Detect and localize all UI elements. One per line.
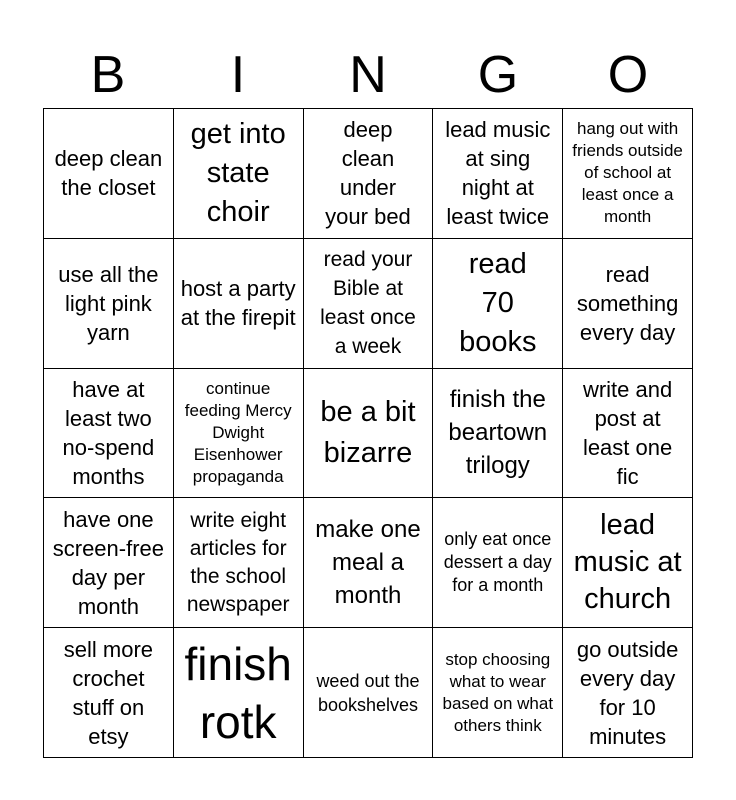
bingo-cell[interactable] (304, 498, 434, 628)
bingo-cell[interactable] (563, 369, 693, 499)
bingo-cell[interactable] (563, 628, 693, 758)
cell-text: write eight articles for the school newspaper (186, 508, 290, 616)
cell-text: finish the beartown trilogy (448, 386, 548, 480)
cell-text: finish rotk (184, 637, 292, 748)
bingo-cell[interactable] (44, 369, 174, 499)
header-letter-b: B (90, 46, 126, 104)
cell-text: stop choosing what to wear based on what others think (442, 649, 554, 735)
bingo-cell[interactable] (304, 239, 434, 369)
bingo-cell[interactable] (174, 369, 304, 499)
cell-text: deep clean the closet (54, 146, 163, 201)
cell-text: continue feeding Mercy Dwight Eisenhower propaganda (184, 378, 292, 486)
bingo-cell[interactable] (174, 628, 304, 758)
bingo-cell[interactable] (174, 498, 304, 628)
cell-text: deep clean under your bed (325, 117, 411, 230)
cell-text: lead music at church (573, 509, 682, 616)
bingo-cell[interactable] (563, 239, 693, 369)
cell-text: be a bit bizarre (320, 395, 416, 469)
cell-text: lead music at sing night at least twice (445, 117, 551, 230)
bingo-cell[interactable] (433, 498, 563, 628)
bingo-cell[interactable] (174, 109, 304, 239)
cell-text: read 70 books (459, 247, 537, 358)
bingo-cell[interactable] (563, 498, 693, 628)
bingo-cell[interactable] (44, 239, 174, 369)
cell-text: use all the light pink yarn (58, 261, 159, 345)
cell-text: read something every day (576, 261, 679, 345)
bingo-cell[interactable] (44, 498, 174, 628)
bingo-cell[interactable] (44, 109, 174, 239)
header-letter-g: G (477, 46, 519, 104)
bingo-cell[interactable] (304, 628, 434, 758)
cell-text: have at least two no-spend months (62, 376, 155, 489)
cell-text: have one screen-free day per month (52, 506, 165, 619)
bingo-cell[interactable] (433, 369, 563, 499)
cell-text: make one meal a month (315, 516, 421, 610)
cell-text: weed out the bookshelves (316, 670, 420, 715)
bingo-cell[interactable] (433, 239, 563, 369)
cell-text: hang out with friends outside of school at least once a month (572, 119, 683, 227)
cell-text: write and post at least one fic (582, 376, 673, 489)
cell-text: get into state choir (190, 117, 286, 228)
cell-text: host a party at the firepit (180, 276, 296, 331)
header-letter-o: O (607, 46, 649, 104)
bingo-cell[interactable] (304, 369, 434, 499)
cell-text: read your Bible at least once a week (320, 248, 416, 359)
cell-text: sell more crochet stuff on etsy (63, 636, 154, 749)
cell-text: only eat once dessert a day for a month (443, 529, 552, 596)
header-letter-n: N (349, 46, 387, 104)
bingo-cell[interactable] (174, 239, 304, 369)
bingo-cell[interactable] (433, 628, 563, 758)
bingo-grid (43, 108, 693, 758)
bingo-cell[interactable] (563, 109, 693, 239)
bingo-header (43, 44, 693, 106)
bingo-cell[interactable] (433, 109, 563, 239)
bingo-cell[interactable] (44, 628, 174, 758)
header-letter-i: I (230, 46, 246, 104)
cell-text: go outside every day for 10 minutes (576, 636, 679, 749)
bingo-cell[interactable] (304, 109, 434, 239)
